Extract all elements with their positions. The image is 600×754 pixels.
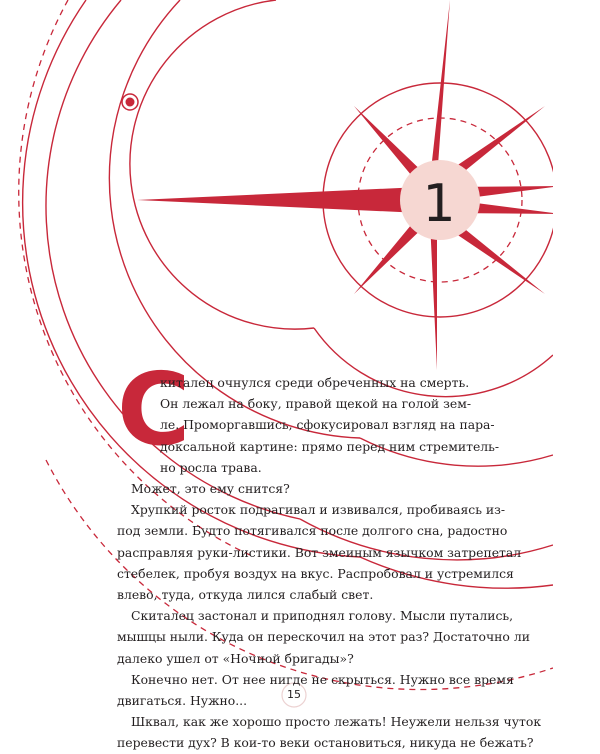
text-line: мышцы ныли. Куда он перескочил на этот раз? Достаточно ли xyxy=(117,629,530,645)
drop-cap: С xyxy=(117,351,191,468)
text-line: расправляя руки-листики. Вот змеиным язычком затрепетал xyxy=(117,544,522,560)
right-mask xyxy=(553,0,600,750)
text-line: Он лежал на боку, правой щекой на голой зем- xyxy=(160,396,472,412)
text-line: под земли. Будто потягивался после долгого сна, радостно xyxy=(117,523,508,539)
text-line: перевести дух? В кои-то веки остановиться, никуда не бежать? xyxy=(117,735,534,751)
text-line: Хрупкий росток подрагивал и извивался, пробиваясь из- xyxy=(131,502,506,518)
text-line: двигаться. Нужно... xyxy=(117,693,248,709)
text-line: киталец очнулся среди обреченных на смерть. xyxy=(160,375,470,390)
text-line: доксальной картине: прямо перед ним стремитель- xyxy=(160,438,500,454)
planet-icon xyxy=(122,94,138,110)
text-line: Конечно нет. От нее нигде не скрыться. Нужно все время xyxy=(131,671,514,687)
text-line: но росла трава. xyxy=(160,459,262,475)
text-line: Может, это ему снится? xyxy=(131,481,290,497)
text-line: Шквал, как же хорошо просто лежать! Неужели нельзя чуток xyxy=(131,714,542,730)
compass-star-icon xyxy=(137,0,561,370)
text-line: ле. Проморгавшись, сфокусировал взгляд на пара- xyxy=(160,417,495,433)
chapter-number: 1 xyxy=(422,174,456,234)
text-line: стебелек, пробуя воздух на вкус. Распробовал и устремился xyxy=(117,565,514,581)
orbit-ring xyxy=(130,0,314,329)
text-line: Скиталец застонал и приподнял голову. Мысли путались, xyxy=(131,608,514,624)
text-line: далеко ушел от «Ночной бригады»? xyxy=(117,650,354,666)
page-number: 15 xyxy=(287,688,301,701)
text-line: влево, туда, откуда лился слабый свет. xyxy=(117,587,374,603)
